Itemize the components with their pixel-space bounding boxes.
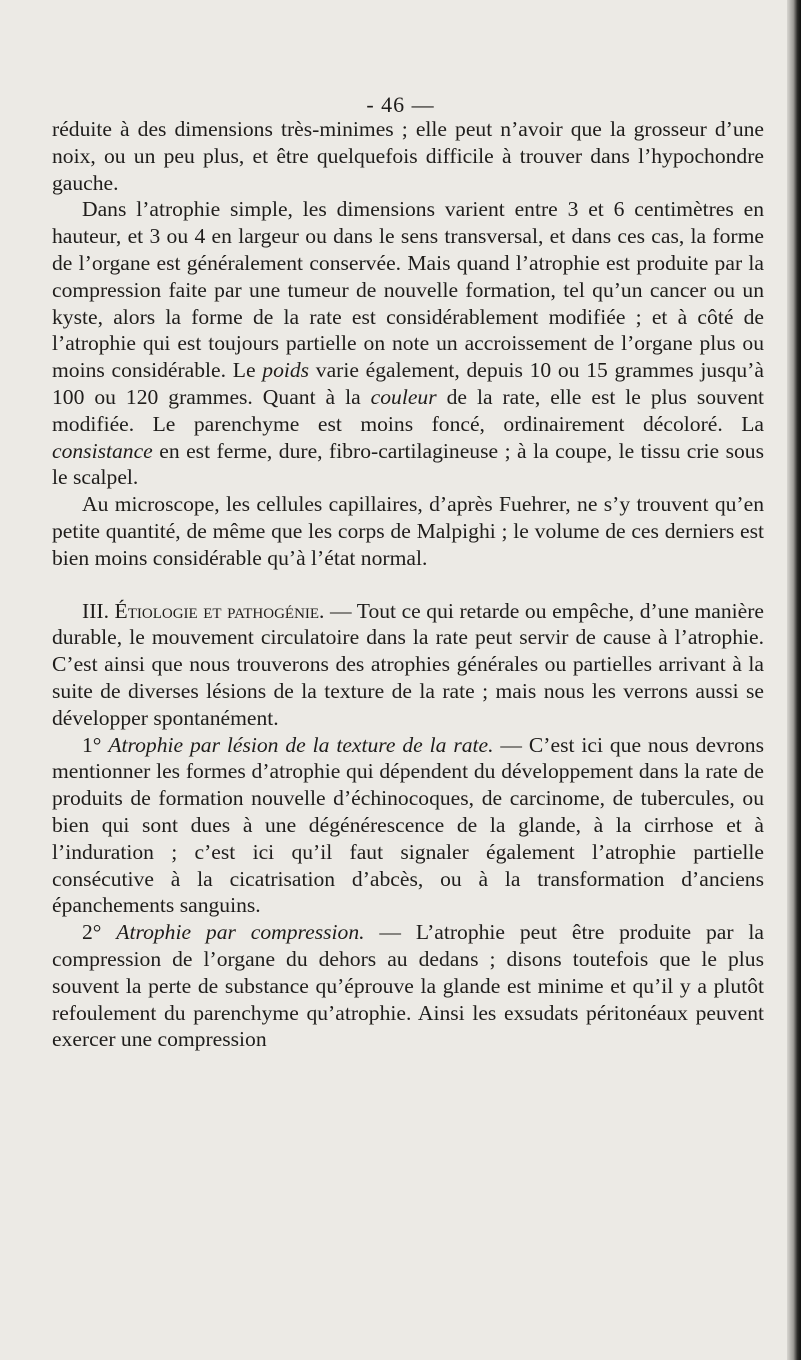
- page-edge-shadow: [787, 0, 801, 1360]
- term-consistance: consistance: [52, 438, 153, 463]
- paragraph-dimensions-text-b: varie également, depuis 10 ou 15 grammes jusqu’à 100 ou 120 grammes. Quant à la: [52, 358, 765, 409]
- item-number-2: 2°: [82, 920, 117, 945]
- section-heading: III. Étiologie et pathogénie.: [82, 598, 325, 623]
- paragraph-atrophie-compression: [52, 919, 764, 1053]
- subheading-atrophie-lesion: Atrophie par lésion de la texture de la rate.: [108, 732, 494, 757]
- paragraph-atrophie-compression-text: — L’atrophie peut être produite par la compression de l’organe du dehors au dedans ; disons toutefois que le plus souvent la perte de substance qu’éprouve la glande est minime et qu’il y a plutôt refoulement du parenchyme qu’atrophie. Ainsi les exsudats péritonéaux peuvent exercer une compression: [52, 920, 764, 1052]
- term-couleur: couleur: [370, 384, 437, 409]
- paragraph-etiologie-text: — Tout ce qui retarde ou empêche, d’une manière durable, le mouvement circulatoire dans la rate peut servir de cause à l’atrophie. C’est ainsi que nous trouverons des atrophies générales ou partielles arrivant à la suite de diverses lésions de la texture de la rate ; mais nous les verrons aussi se développer spontanément.: [52, 598, 764, 730]
- subheading-atrophie-compression: Atrophie par compression.: [116, 920, 365, 945]
- paragraph-microscope: Au microscope, les cellules capillaires, d’après Fuehrer, ne s’y trouvent qu’en petite quantité, de même que les corps de Malpighi ; le volume de ces derniers est bien moins considérable qu’à l’état normal.: [52, 492, 764, 570]
- paragraph-dimensions-text-c: de la rate, elle est le plus souvent modifiée. Le parenchyme est moins foncé, ordinairement décoloré. La: [52, 384, 765, 436]
- paragraph-continuation: réduite à des dimensions très-minimes ; elle peut n’avoir que la grosseur d’une noix, ou un peu plus, et être quelquefois difficile à trouver dans l’hypochondre gauche.: [52, 117, 764, 195]
- page-number: - 46 —: [366, 92, 435, 117]
- item-number-1: 1°: [82, 732, 109, 757]
- paragraph-dimensions-text-a: Dans l’atrophie simple, les dimensions varient entre 3 et 6 centimètres en hauteur, et 3 ou 4 en largeur ou dans le sens transversal, et dans ces cas, la forme de l’organe est généralement conservée. Mais quand l’atrophie est produite par la compression faite par une tumeur de nouvelle formation, tel qu’un cancer ou un kyste, alors la forme de la rate est considérablement modifiée ; et à côté de l’atrophie qui est toujours partielle on note un accroissement de l’organe plus ou moins considérable. Le: [52, 197, 764, 383]
- paragraph-dimensions-text-d: en est ferme, dure, fibro-cartilagineuse ; à la coupe, le tissu crie sous le scalpel.: [52, 438, 764, 490]
- paragraph-atrophie-lesion-text: — C’est ici que nous devrons mentionner les formes d’atrophie qui dépendent du développement dans la rate de produits de formation nouvelle d’échinocoques, de carcinome, de tubercules, ou bien qui sont dues à une dégénérescence de la glande, à la cirrhose et à l’induration ; c’est ici qu’il faut signaler également l’atrophie partielle consécutive à la cicatrisation d’abcès, ou à la transformation d’anciens épanchements sanguins.: [52, 732, 764, 918]
- paragraph-etiologie: [52, 598, 764, 732]
- paragraph-atrophie-lesion: [52, 732, 764, 920]
- term-poids: poids: [262, 358, 310, 383]
- paragraph-dimensions: [52, 196, 764, 491]
- body-text: [52, 116, 764, 1053]
